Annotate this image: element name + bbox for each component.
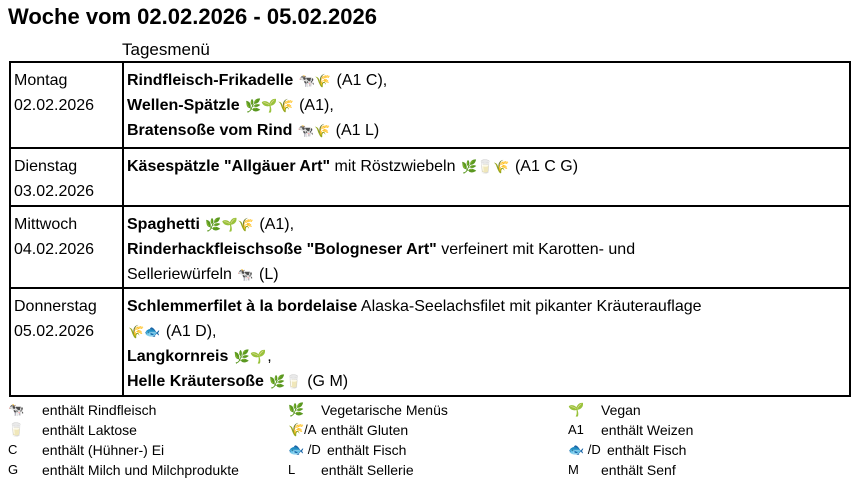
dish-line [127,344,849,369]
dish-line [127,68,849,93]
dish-line [127,154,849,179]
day-date: 05.02.2026 [14,323,95,340]
gluten-icon: 🌾/A [288,422,317,437]
legend-text: enthält Weizen [601,422,694,438]
legend-text: enthält Gluten [321,422,409,438]
legend-code: G [8,462,19,477]
table-row [10,206,850,288]
allergen-codes: (A1), [299,97,334,114]
dish-line [127,294,849,319]
legend-text: enthält (Hühner-) Ei [42,442,165,458]
legend-text: enthält Fisch [327,442,407,458]
dish-cell [123,148,850,206]
dish-name: Bratensoße vom Rind [127,122,293,139]
allergen-codes: (G M) [307,373,349,390]
allergen-icons: 🐄🌾 [298,73,332,88]
vegetarian-icon: 🌿 [288,402,305,417]
day-cell [10,206,123,288]
legend-code: C [8,442,18,457]
beef-icon: 🐄 [8,402,25,417]
dish-name: Schlemmerfilet à la bordelaise [127,298,358,315]
allergen-icons: 🐄 [237,267,254,282]
legend-code: L [288,462,296,477]
allergen-icons: 🌿🌱🌾 [205,217,254,232]
legend-text: enthält Fisch [607,442,687,458]
dish-name: Käsespätzle "Allgäuer Art" [127,158,331,175]
day-date: 03.02.2026 [14,183,95,200]
legend-text: enthält Sellerie [321,462,414,478]
allergen-codes: (A1 D), [165,323,217,340]
allergen-codes: (A1), [259,216,295,233]
legend-code: A1 [568,422,584,437]
legend-text: Vegetarische Menüs [321,402,448,418]
legend-text: enthält Senf [601,462,676,478]
dish-name: Rinderhackfleischsoße "Bologneser Art" [127,241,437,258]
legend-row [0,422,862,442]
allergen-icons: 🌿🌱 [233,349,267,364]
legend-row [0,402,862,422]
dish-line [127,369,849,394]
day-cell [10,288,123,396]
legend-text: enthält Milch und Milchprodukte [42,462,239,478]
allergen-icons: 🐄🌾 [297,123,331,138]
table-row [10,62,850,148]
allergen-icons: 🌿🌱🌾 [245,98,294,113]
allergen-codes: , [267,348,272,365]
dish-cell [123,62,850,148]
dish-description: Alaska-Seelachsfilet mit pikanter Kräuterauflage [360,298,702,315]
column-header: Tagesmenü [122,40,210,59]
fish-icon: 🐟 /D [288,442,321,457]
allergen-icons: 🌿🥛🌾 [460,159,510,174]
dish-line [127,237,849,262]
day-name: Donnerstag [14,298,97,315]
dish-line [127,212,849,237]
allergen-codes: (L) [259,266,279,283]
dish-line [127,319,849,344]
day-cell [10,62,123,148]
allergen-codes: (A1 L) [335,122,380,139]
legend-text: Vegan [601,402,641,418]
dish-description: mit Röstzwiebeln [334,158,456,175]
dish-line [127,118,849,143]
page-title: Woche vom 02.02.2026 - 05.02.2026 [8,4,377,29]
dish-line [127,262,849,287]
dish-name: Rindfleisch-Frikadelle [127,72,294,89]
allergen-icons: 🌾🐟 [128,324,161,339]
legend-code: M [568,462,579,477]
dish-cell [123,288,850,396]
table-row [10,288,850,396]
menu-table [9,61,851,397]
legend-text: enthält Rindfleisch [42,402,157,418]
dish-name: Langkornreis [127,348,229,365]
table-row [10,148,850,206]
dish-description: verfeinert mit Karotten- und [441,241,636,258]
dish-line [127,93,849,118]
legend-row [0,442,862,462]
day-name: Montag [14,72,68,89]
legend-row [0,462,862,482]
day-date: 02.02.2026 [14,97,95,114]
fish-icon: 🐟 /D [568,442,601,457]
allergen-icons: 🌿🥛 [269,374,302,389]
dish-name: Wellen-Spätzle [127,97,240,114]
day-name: Dienstag [14,158,78,175]
dish-cell [123,206,850,288]
day-name: Mittwoch [14,216,78,233]
vegan-icon: 🌱 [568,402,585,417]
allergen-codes: (A1 C G) [514,158,579,175]
allergen-codes: (A1 C), [336,72,388,89]
dish-name: Helle Kräutersoße [127,373,264,390]
dish-description: Selleriewürfeln [127,266,232,283]
legend-text: enthält Laktose [42,422,137,438]
dish-name: Spaghetti [127,216,200,233]
lactose-icon: 🥛 [8,422,25,437]
day-cell [10,148,123,206]
day-date: 04.02.2026 [14,241,95,258]
